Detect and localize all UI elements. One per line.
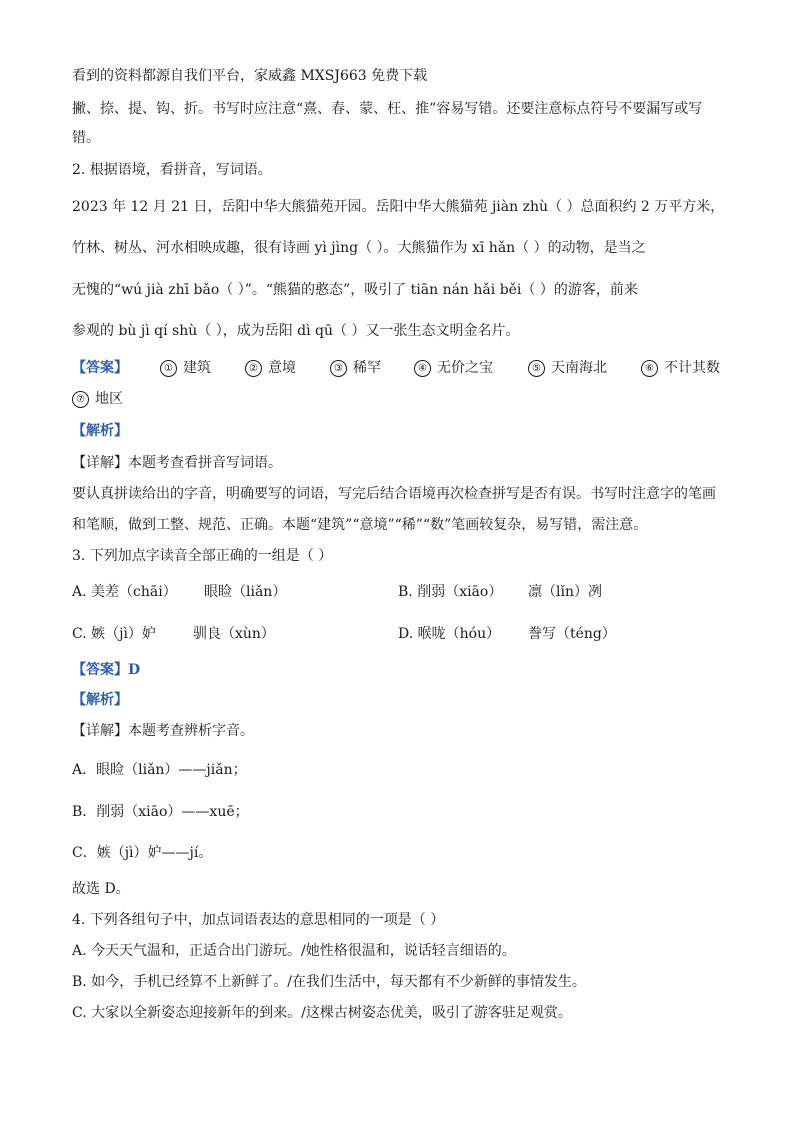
q3-stem: 3. 下列加点字读音全部正确的一组是（ ）	[72, 548, 333, 564]
q2-detail-line2: 和笔顺，做到工整、规范、正确。本题“建筑”“意境”“稀”“数”笔画较复杂，易写错，需注意。	[72, 517, 648, 533]
answer-number-badge: ⑦	[72, 391, 89, 408]
q2-paragraph-line2: 竹林、树丛、河水相映成趣，很有诗画 yì jìng（ ）。大熊猫作为 xī hǎn（ ）的动物，是当之	[72, 240, 646, 256]
answer-text: 不计其数	[664, 360, 720, 376]
answer-text: 稀罕	[353, 360, 381, 376]
q3-option-b1: B. 削弱（xiāo）	[398, 584, 503, 600]
q3-detail-c: C．嫉（jì）妒——jí。	[72, 845, 213, 861]
q2-answer-item	[641, 358, 720, 378]
answer-number-badge: ⑥	[641, 360, 658, 377]
q2-detail-line1: 要认真拼读给出的字音，明确要写的词语，写完后结合语境再次检查拼写是否有误。书写时注意字的笔画	[72, 486, 716, 502]
q3-option-b2: 凛（lǐn）冽	[528, 584, 602, 600]
q2-answer-item	[245, 358, 296, 378]
answer-text: 无价之宝	[437, 360, 493, 376]
q3-option-d2: 誊写（téng）	[528, 626, 616, 642]
q3-answer: 【答案】D	[72, 662, 141, 678]
q3-option-d1: D. 喉咙（hóu）	[398, 626, 501, 642]
answer-text: 地区	[95, 391, 123, 407]
q4-option-b: B. 如今，手机已经算不上新鲜了。/在我们生活中，每天都有不少新鲜的事情发生。	[72, 974, 586, 990]
answer-number-badge: ⑤	[528, 360, 545, 377]
q4-option-c: C. 大家以全新姿态迎接新年的到来。/这棵古树姿态优美，吸引了游客驻足观赏。	[72, 1005, 572, 1021]
q3-option-a1: A. 美差（chāi）	[72, 584, 177, 600]
q4-stem: 4. 下列各组句子中，加点词语表达的意思相同的一项是（ ）	[72, 912, 445, 928]
answer-number-badge: ②	[245, 360, 262, 377]
q3-detail-title: 【详解】本题考查辨析字音。	[72, 723, 254, 739]
answer-text: 建筑	[183, 360, 211, 376]
q3-option-c1: C. 嫉（jì）妒	[72, 626, 156, 642]
answer-number-badge: ④	[414, 360, 431, 377]
q2-analysis-tag: 【解析】	[72, 423, 128, 439]
q3-conclusion: 故选 D。	[72, 881, 130, 897]
q2-answer-item	[330, 358, 381, 378]
q2-answer-item	[72, 389, 123, 409]
q4-option-a: A. 今天天气温和，正适合出门游玩。/她性格很温和，说话轻言细语的。	[72, 943, 516, 959]
q3-option-a2: 眼睑（liǎn）	[204, 584, 287, 600]
q2-detail-title: 【详解】本题考查看拼音写词语。	[72, 455, 282, 471]
answer-text: 天南海北	[551, 360, 607, 376]
q2-paragraph-line4: 参观的 bù jì qí shù（ ），成为岳阳 dì qū（ ）又一张生态文明金名片。	[72, 323, 520, 339]
q1-tail-line1: 撇、捺、提、钩、折。书写时应注意“熹、春、蒙、枉、推”容易写错。还要注意标点符号不要漏写或写	[72, 101, 703, 117]
answer-text: 意境	[268, 360, 296, 376]
q3-detail-a: A．眼睑（liǎn）——jiǎn；	[72, 762, 247, 778]
q2-answer-item	[414, 358, 493, 378]
q2-answer-tag: 【答案】	[72, 360, 128, 376]
q3-analysis-tag: 【解析】	[72, 692, 128, 708]
q1-tail-line2: 错。	[72, 130, 100, 146]
answer-number-badge: ①	[160, 360, 177, 377]
header-notice: 看到的资料都源自我们平台，家威鑫 MXSJ663 免费下载	[72, 68, 428, 84]
q3-option-c2: 驯良（xùn）	[193, 626, 275, 642]
answer-number-badge: ③	[330, 360, 347, 377]
q2-paragraph-line1: 2023 年 12 月 21 日，岳阳中华大熊猫苑开园。岳阳中华大熊猫苑 jiàn zhù（ ）总面积约 2 万平方米，	[72, 199, 725, 215]
q2-paragraph-line3: 无愧的“wú jià zhī bǎo（ ）”。“熊猫的憨态”，吸引了 tiān nán hǎi běi（ ）的游客，前来	[72, 282, 638, 298]
q2-stem: 2. 根据语境，看拼音，写词语。	[72, 162, 272, 178]
q2-answer-item	[528, 358, 607, 378]
q2-answer-item	[160, 358, 211, 378]
q3-detail-b: B．削弱（xiāo）——xuē；	[72, 804, 249, 820]
